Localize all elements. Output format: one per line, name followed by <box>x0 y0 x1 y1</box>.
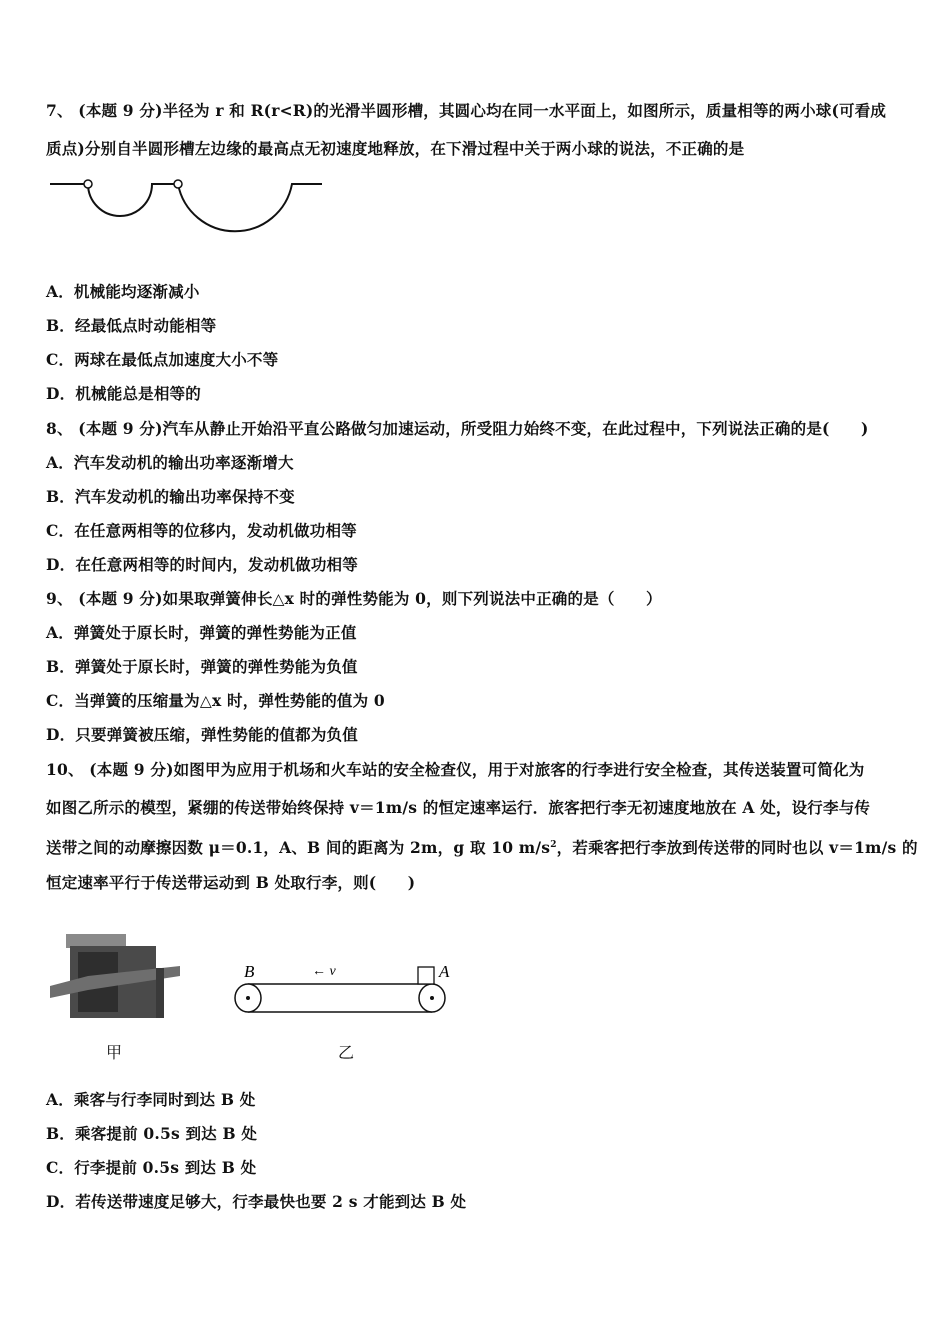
small-ball <box>174 180 182 188</box>
figure-caption-yi: 乙 <box>338 1043 355 1062</box>
option-b: B．汽车发动机的输出功率保持不变 <box>46 487 295 506</box>
option-d: D．机械能总是相等的 <box>46 384 201 403</box>
stem-text: 送带之间的动摩擦因数 μ＝0.1，A、B 间的距离为 2m，g 取 10 m/s <box>46 838 551 858</box>
small-ball <box>84 180 92 188</box>
option-d: D．在任意两相等的时间内，发动机做功相等 <box>46 555 358 574</box>
superscript: 2 <box>550 840 557 850</box>
question-stem: 恒定速率平行于传送带运动到 B 处取行李，则( ) <box>46 873 416 892</box>
figure-caption-jia: 甲 <box>106 1043 123 1062</box>
semicircle-grooves-figure <box>50 176 325 248</box>
label-b: B <box>244 962 255 981</box>
option-a: A．弹簧处于原长时，弹簧的弹性势能为正值 <box>46 623 357 642</box>
option-b: B．弹簧处于原长时，弹簧的弹性势能为负值 <box>46 657 358 676</box>
option-c: C．当弹簧的压缩量为△x 时，弹性势能的值为 0 <box>46 691 385 710</box>
option-c: C．行李提前 0.5s 到达 B 处 <box>46 1158 257 1177</box>
option-a: A．乘客与行李同时到达 B 处 <box>46 1090 256 1109</box>
option-c: C．在任意两相等的位移内，发动机做功相等 <box>46 521 357 540</box>
label-a: A <box>439 962 450 981</box>
question-stem: 质点)分别自半圆形槽左边缘的最高点无初速度地释放，在下滑过程中关于两小球的说法，不正确的是 <box>46 139 745 158</box>
option-a: A．汽车发动机的输出功率逐渐增大 <box>46 453 294 472</box>
conveyor-belt-diagram <box>230 958 460 1018</box>
velocity-arrow-label: ← v <box>312 964 336 979</box>
question-stem: 10、 (本题 9 分)如图甲为应用于机场和火车站的安全检查仪，用于对旅客的行李进行安全检查，其传送装置可简化为 <box>46 760 865 779</box>
option-c: C．两球在最低点加速度大小不等 <box>46 350 279 369</box>
option-b: B．经最低点时动能相等 <box>46 316 217 335</box>
option-d: D．只要弹簧被压缩，弹性势能的值都为负值 <box>46 725 358 744</box>
option-d: D．若传送带速度足够大，行李最快也要 2 s 才能到达 B 处 <box>46 1192 467 1211</box>
question-stem <box>46 835 918 858</box>
stem-text: ，若乘客把行李放到传送带的同时也以 v＝1m/s 的 <box>556 838 918 858</box>
question-stem: 8、 (本题 9 分)汽车从静止开始沿平直公路做匀加速运动，所受阻力始终不变，在此过程中，下列说法正确的是( ) <box>46 419 869 438</box>
option-b: B．乘客提前 0.5s 到达 B 处 <box>46 1124 258 1143</box>
option-a: A．机械能均逐渐减小 <box>46 282 200 301</box>
question-stem: 9、 (本题 9 分)如果取弹簧伸长△x 时的弹性势能为 0，则下列说法中正确的是（ ） <box>46 589 662 608</box>
security-scanner-image <box>48 928 183 1028</box>
question-stem: 如图乙所示的模型，紧绷的传送带始终保持 v＝1m/s 的恒定速率运行．旅客把行李无初速度地放在 A 处，设行李与传 <box>46 798 871 817</box>
luggage-box <box>418 967 434 984</box>
question-stem: 7、 (本题 9 分)半径为 r 和 R(r<R)的光滑半圆形槽，其圆心均在同一水平面上，如图所示，质量相等的两小球(可看成 <box>46 101 887 120</box>
